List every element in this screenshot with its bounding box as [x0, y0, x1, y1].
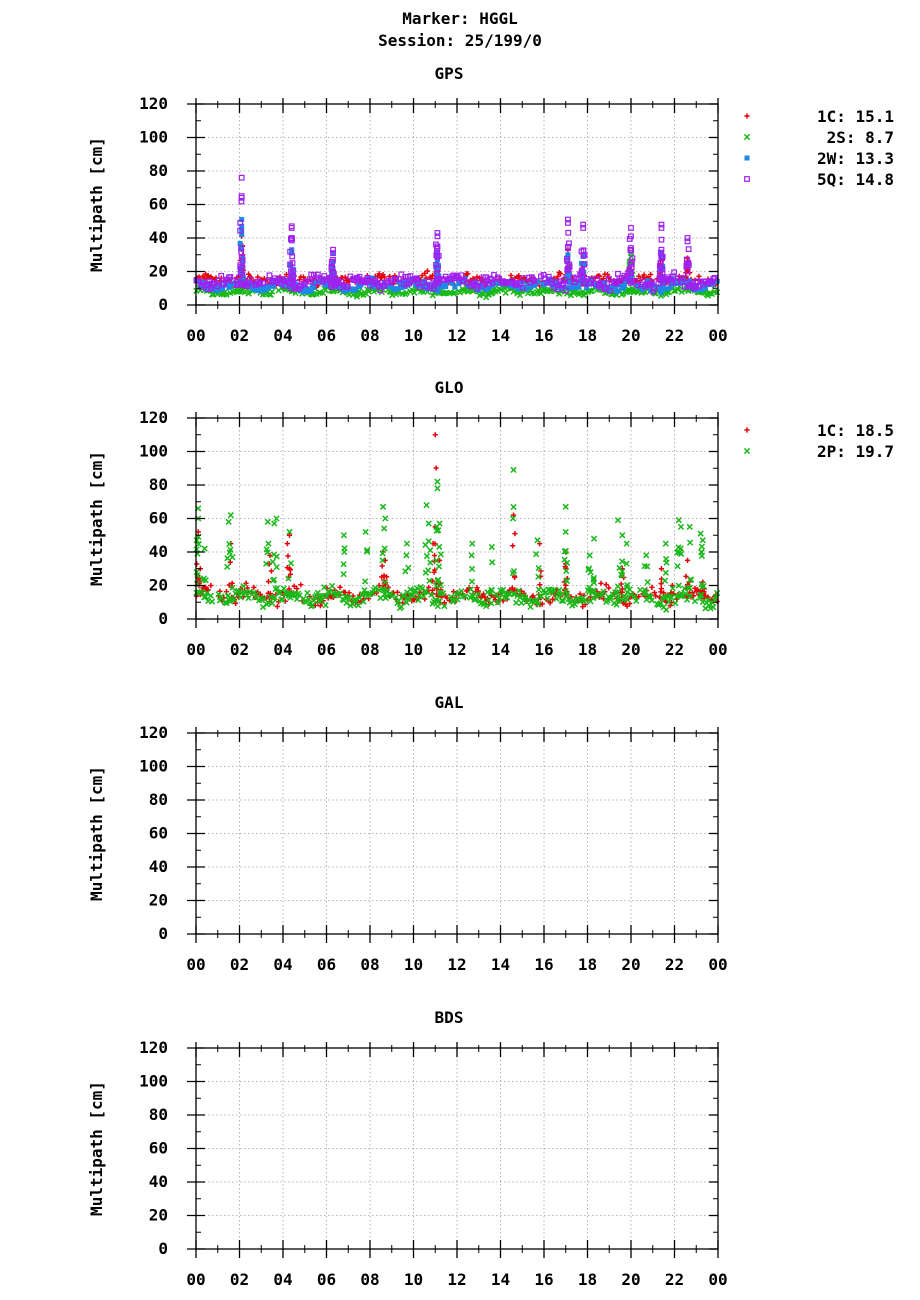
data-point — [434, 465, 439, 470]
spike-point — [535, 538, 540, 543]
spike-point — [591, 536, 596, 541]
spike-point — [437, 521, 442, 526]
chart-title: GPS — [434, 64, 464, 83]
data-point — [341, 572, 346, 577]
data-point — [664, 607, 669, 612]
y-axis-label: Multipath [cm] — [87, 451, 106, 586]
chart-panel-bds — [87, 1008, 728, 1289]
y-tick-label: 120 — [139, 723, 168, 742]
spike-point — [644, 553, 649, 558]
spike-point — [489, 544, 494, 549]
y-tick-label: 20 — [148, 890, 168, 910]
spike-point — [663, 541, 668, 546]
chart-panel-glo — [87, 378, 894, 659]
y-tick-label: 20 — [148, 261, 168, 281]
spike-point — [563, 529, 568, 534]
spike-point — [424, 503, 429, 508]
data-point — [225, 556, 230, 561]
data-point — [511, 504, 516, 509]
x-tick-label: 12 — [447, 326, 467, 345]
x-tick-label: 00 — [708, 1270, 728, 1289]
spike-point — [698, 531, 703, 536]
data-point — [645, 580, 650, 585]
legend-marker — [744, 113, 749, 118]
spike-point — [239, 217, 244, 222]
x-tick-label: 00 — [708, 640, 728, 659]
x-tick-label: 20 — [621, 640, 641, 659]
x-tick-label: 18 — [577, 326, 598, 345]
x-tick-label: 14 — [490, 955, 511, 974]
spike-point — [274, 516, 279, 521]
x-tick-label: 16 — [534, 955, 554, 974]
data-point — [230, 555, 235, 560]
spike-point — [435, 479, 440, 484]
y-tick-label: 100 — [139, 1071, 168, 1091]
chart-title: GLO — [434, 378, 464, 397]
data-point — [270, 559, 275, 564]
x-tick-label: 00 — [186, 640, 206, 659]
spike-point — [404, 541, 409, 546]
data-point — [363, 579, 368, 584]
y-tick-label: 80 — [148, 1105, 168, 1124]
spike-point — [685, 558, 690, 563]
data-point — [687, 540, 692, 545]
data-point — [337, 585, 342, 590]
data-point — [469, 553, 474, 558]
y-tick-label: 60 — [148, 823, 168, 843]
data-point — [426, 539, 431, 544]
spike-point — [363, 529, 368, 534]
x-tick-label: 12 — [447, 1270, 467, 1289]
data-point — [436, 564, 441, 569]
y-tick-label: 80 — [148, 790, 168, 809]
data-point — [489, 601, 494, 606]
x-tick-label: 10 — [403, 640, 424, 659]
x-tick-label: 20 — [621, 955, 641, 974]
spike-point — [239, 175, 244, 180]
y-axis-label: Multipath [cm] — [87, 137, 106, 272]
data-point — [537, 582, 542, 587]
y-tick-label: 40 — [148, 542, 168, 561]
x-tick-label: 10 — [403, 326, 424, 345]
y-tick-label: 80 — [148, 475, 168, 494]
data-point — [459, 589, 464, 594]
x-tick-label: 08 — [360, 640, 380, 659]
x-tick-label: 22 — [664, 1270, 685, 1289]
data-point — [503, 290, 508, 295]
legend-entry: 2P: 19.7 — [816, 442, 894, 461]
x-tick-label: 20 — [621, 1270, 641, 1289]
data-point — [380, 563, 385, 568]
data-point — [404, 553, 409, 558]
x-tick-label: 00 — [186, 1270, 206, 1289]
x-tick-label: 14 — [490, 640, 511, 659]
data-point — [288, 561, 293, 566]
series-2p — [194, 467, 720, 612]
data-point — [699, 553, 704, 558]
legend-marker — [745, 156, 750, 161]
x-tick-label: 06 — [316, 326, 337, 345]
data-point — [342, 549, 347, 554]
data-point — [536, 587, 541, 592]
x-tick-label: 02 — [229, 640, 250, 659]
x-tick-label: 00 — [186, 955, 206, 974]
x-tick-label: 18 — [577, 1270, 598, 1289]
data-point — [663, 570, 668, 575]
spike-point — [615, 518, 620, 523]
data-point — [266, 541, 271, 546]
data-point — [675, 564, 680, 569]
data-point — [469, 579, 474, 584]
data-point — [615, 288, 620, 293]
data-point — [341, 562, 346, 567]
data-point — [241, 584, 246, 589]
data-point — [395, 590, 400, 595]
spike-point — [226, 519, 231, 524]
x-tick-label: 08 — [360, 326, 380, 345]
x-tick-label: 08 — [360, 955, 380, 974]
marker-title: Marker: HGGL — [402, 9, 518, 28]
y-tick-label: 60 — [148, 1138, 168, 1158]
session-title: Session: 25/199/0 — [378, 31, 542, 50]
y-tick-label: 120 — [139, 94, 168, 113]
x-tick-label: 04 — [273, 640, 293, 659]
x-tick-label: 22 — [664, 955, 685, 974]
x-tick-label: 22 — [664, 326, 685, 345]
spike-point — [563, 504, 568, 509]
data-point — [514, 600, 519, 605]
y-tick-label: 100 — [139, 127, 168, 147]
y-tick-label: 60 — [148, 508, 168, 528]
x-tick-label: 14 — [490, 1270, 511, 1289]
data-point — [382, 526, 387, 531]
spike-point — [289, 226, 294, 231]
spike-point — [676, 518, 681, 523]
chart-title: GAL — [434, 693, 464, 712]
y-axis-label: Multipath [cm] — [87, 766, 106, 901]
data-point — [194, 561, 199, 566]
data-point — [696, 274, 701, 279]
legend-entry: 2W: 13.3 — [816, 149, 894, 168]
y-tick-label: 80 — [148, 161, 168, 180]
data-point — [432, 553, 437, 558]
y-tick-label: 100 — [139, 441, 168, 461]
data-point — [512, 531, 517, 536]
data-point — [662, 578, 667, 583]
spike-point — [620, 533, 625, 538]
data-point — [225, 564, 230, 569]
x-tick-label: 02 — [229, 955, 250, 974]
data-point — [406, 565, 411, 570]
spike-point — [426, 521, 431, 526]
data-point — [267, 273, 272, 278]
x-tick-label: 04 — [273, 326, 293, 345]
data-point — [692, 599, 697, 604]
data-point — [699, 544, 704, 549]
x-tick-label: 08 — [360, 1270, 380, 1289]
data-point — [519, 600, 524, 605]
legend-entry: 5Q: 14.8 — [816, 170, 894, 189]
x-tick-label: 04 — [273, 955, 293, 974]
y-tick-label: 20 — [148, 575, 168, 595]
x-tick-label: 12 — [447, 640, 467, 659]
spike-point — [380, 504, 385, 509]
spike-point — [629, 226, 634, 231]
x-tick-label: 00 — [186, 326, 206, 345]
y-tick-label: 20 — [148, 1205, 168, 1225]
data-point — [208, 583, 213, 588]
y-tick-label: 60 — [148, 194, 168, 214]
y-tick-label: 0 — [158, 1239, 168, 1258]
data-point — [566, 230, 571, 235]
spike-point — [285, 541, 290, 546]
x-tick-label: 20 — [621, 326, 641, 345]
y-tick-label: 120 — [139, 1038, 168, 1057]
spike-point — [435, 486, 440, 491]
x-tick-label: 06 — [316, 640, 337, 659]
y-tick-label: 120 — [139, 408, 168, 427]
x-tick-label: 16 — [534, 1270, 554, 1289]
x-tick-label: 18 — [577, 640, 598, 659]
x-tick-label: 02 — [229, 326, 250, 345]
spike-point — [687, 524, 692, 529]
x-tick-label: 18 — [577, 955, 598, 974]
x-tick-label: 10 — [403, 1270, 424, 1289]
data-point — [266, 579, 271, 584]
data-point — [686, 247, 691, 252]
data-point — [323, 603, 328, 608]
spike-point — [289, 224, 294, 229]
data-point — [270, 601, 275, 606]
data-point — [269, 568, 274, 573]
chart-panel-gps — [87, 64, 894, 345]
data-point — [510, 543, 515, 548]
x-tick-label: 16 — [534, 326, 554, 345]
y-tick-label: 100 — [139, 756, 168, 776]
data-point — [663, 556, 668, 561]
data-point — [615, 584, 620, 589]
data-point — [426, 568, 431, 573]
data-point — [528, 604, 533, 609]
spike-point — [511, 467, 516, 472]
legend-entry: 2S: 8.7 — [826, 128, 894, 147]
data-point — [536, 566, 541, 571]
data-point — [658, 589, 663, 594]
data-point — [330, 583, 335, 588]
x-tick-label: 00 — [708, 326, 728, 345]
spike-point — [228, 513, 233, 518]
legend-marker — [744, 134, 749, 139]
spike-point — [700, 538, 705, 543]
x-tick-label: 06 — [316, 955, 337, 974]
y-tick-label: 0 — [158, 295, 168, 314]
spike-point — [265, 519, 270, 524]
x-tick-label: 00 — [708, 955, 728, 974]
x-tick-label: 06 — [316, 1270, 337, 1289]
data-point — [598, 581, 603, 586]
data-point — [285, 553, 290, 558]
x-tick-label: 02 — [229, 1270, 250, 1289]
legend-marker — [744, 448, 749, 453]
y-tick-label: 40 — [148, 228, 168, 247]
spike-point — [433, 432, 438, 437]
data-point — [435, 604, 440, 609]
chart-panel-gal — [87, 693, 728, 974]
data-point — [424, 554, 429, 559]
x-tick-label: 16 — [534, 640, 554, 659]
data-point — [311, 285, 316, 290]
data-point — [275, 604, 280, 609]
spike-point — [678, 524, 683, 529]
data-point — [438, 552, 443, 557]
spike-point — [470, 541, 475, 546]
y-tick-label: 40 — [148, 857, 168, 876]
x-tick-label: 22 — [664, 640, 685, 659]
spike-point — [341, 533, 346, 538]
data-point — [443, 284, 448, 289]
data-point — [274, 565, 279, 570]
x-tick-label: 10 — [403, 955, 424, 974]
legend-entry: 1C: 15.1 — [816, 107, 894, 126]
y-axis-label: Multipath [cm] — [87, 1081, 106, 1216]
data-point — [428, 548, 433, 553]
y-tick-label: 40 — [148, 1172, 168, 1191]
legend-marker — [745, 177, 750, 182]
legend-entry: 1C: 18.5 — [816, 421, 894, 440]
data-point — [606, 585, 611, 590]
y-tick-label: 0 — [158, 609, 168, 628]
data-point — [469, 566, 474, 571]
data-point — [305, 590, 310, 595]
x-tick-label: 14 — [490, 326, 511, 345]
x-tick-label: 04 — [273, 1270, 293, 1289]
data-point — [604, 582, 609, 587]
chart-title: BDS — [434, 1008, 464, 1027]
spike-point — [383, 516, 388, 521]
y-tick-label: 0 — [158, 924, 168, 943]
data-point — [298, 582, 303, 587]
data-point — [576, 285, 581, 290]
data-point — [649, 585, 654, 590]
spike-point — [239, 194, 244, 199]
legend-marker — [744, 427, 749, 432]
spike-point — [272, 521, 277, 526]
data-point — [209, 599, 214, 604]
x-tick-label: 12 — [447, 955, 467, 974]
data-point — [490, 560, 495, 565]
data-point — [437, 544, 442, 549]
spike-point — [624, 541, 629, 546]
spike-point — [202, 546, 207, 551]
data-point — [659, 290, 664, 295]
data-point — [428, 560, 433, 565]
